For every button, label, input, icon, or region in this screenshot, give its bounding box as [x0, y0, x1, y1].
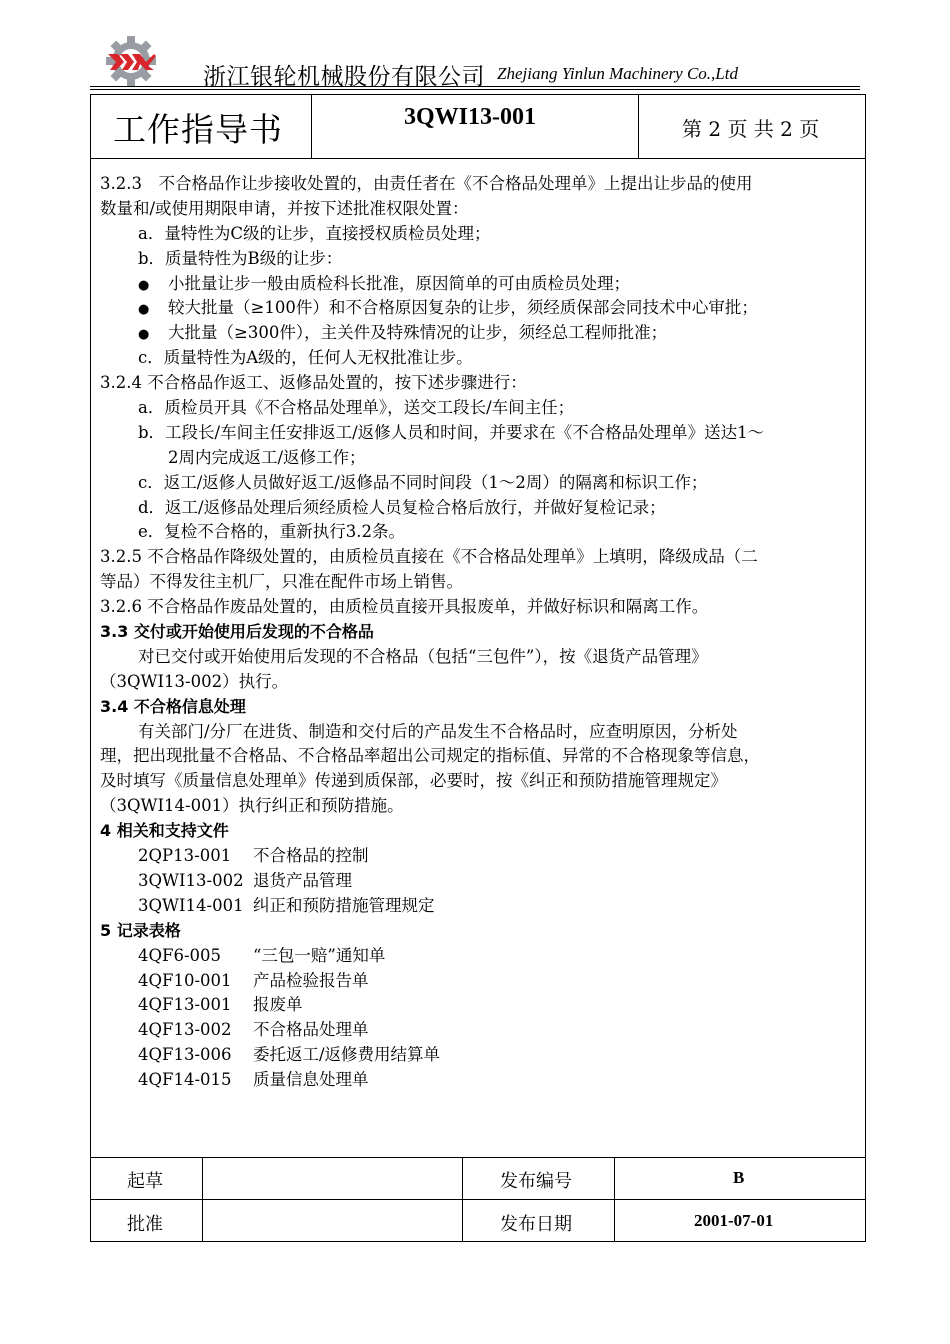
document-type: 工作指导书	[113, 110, 283, 149]
title-col-divider-2	[638, 94, 639, 158]
clause-3-2-3-b: b．质量特性为B级的让步：	[138, 248, 343, 268]
section-3-4-line-3: 及时填写《质量信息处理单》传递到质保部，必要时，按《纠正和预防措施管理规定》	[100, 771, 727, 791]
section-5-title: 5 记录表格	[100, 920, 181, 940]
document-code: 3QWI13-001	[404, 104, 536, 130]
record-list-item: 4QF13-001 报废单	[138, 995, 303, 1015]
record-list-item: 4QF14-015 质量信息处理单	[138, 1070, 369, 1090]
doc-list-item: 2QP13-001 不合格品的控制	[138, 846, 369, 866]
doc-list-item: 3QWI14-001 纠正和预防措施管理规定	[138, 895, 435, 915]
clause-3-2-3-b-bullet-2: ● 较大批量（≥100件）和不合格原因复杂的让步，须经质保部会同技术中心审批；	[100, 296, 860, 321]
clause-3-2-6: 3.2.6 不合格品作废品处置的，由质检员直接开具报废单，并做好标识和隔离工作。	[100, 597, 709, 617]
release-no-value: B	[733, 1168, 745, 1187]
footer-mid-rule	[90, 1199, 866, 1200]
footer-top-rule	[90, 1157, 866, 1158]
section-3-3-title: 3.3 交付或开始使用后发现的不合格品	[100, 622, 374, 642]
bullet-icon: ●	[138, 327, 150, 343]
section-4-title: 4 相关和支持文件	[100, 821, 229, 841]
section-3-4-line-1: 有关部门/分厂在进货、制造和交付后的产品发生不合格品时，应查明原因，分析处	[138, 721, 738, 741]
release-date-label: 发布日期	[500, 1214, 572, 1235]
section-3-3-line-1: 对已交付或开始使用后发现的不合格品（包括“三包件”），按《退货产品管理》	[138, 646, 708, 666]
release-date-value: 2001-07-01	[694, 1211, 774, 1230]
clause-3-2-4-c: c．返工/返修人员做好返工/返修品不同时间段（1～2周）的隔离和标识工作；	[138, 472, 708, 492]
section-3-3-line-2: （3QWI13-002）执行。	[100, 671, 289, 691]
record-list-item: 4QF10-001 产品检验报告单	[138, 970, 369, 990]
approve-label: 批准	[127, 1214, 163, 1235]
header-rule-2	[90, 89, 860, 90]
release-no-label: 发布编号	[500, 1171, 572, 1192]
doc-list-item: 3QWI13-002 退货产品管理	[138, 870, 352, 890]
document-body	[100, 172, 860, 1093]
clause-3-2-4: 3.2.4 不合格品作返工、返修品处置的，按下述步骤进行：	[100, 373, 527, 393]
clause-3-2-4-e: e．复检不合格的，重新执行3.2条。	[138, 522, 406, 542]
clause-3-2-4-a: a．质检员开具《不合格品处理单》，送交工段长/车间主任；	[138, 398, 575, 418]
clause-3-2-4-b-cont: 2周内完成返工/返修工作；	[168, 447, 366, 467]
clause-3-2-3-b-bullet-3: ● 大批量（≥300件），主关件及特殊情况的让步，须经总工程师批准；	[100, 321, 860, 346]
company-name-en: Zhejiang Yinlun Machinery Co.,Ltd	[497, 64, 738, 83]
footer-col-divider-2	[462, 1157, 463, 1242]
bullet-icon: ●	[138, 302, 150, 318]
company-logo	[104, 34, 158, 88]
clause-3-2-4-b: b．工段长/车间主任安排返工/返修人员和时间，并要求在《不合格品处理单》送达1～	[138, 422, 765, 442]
clause-3-2-3-a: a．量特性为C级的让步，直接授权质检员处理；	[138, 223, 491, 243]
bullet-icon: ●	[138, 277, 150, 293]
clause-3-2-3-line-1: 3.2.3 不合格品作让步接收处置的，由责任者在《不合格品处理单》上提出让步品的使用	[100, 174, 753, 193]
record-list-item: 4QF13-002 不合格品处理单	[138, 1020, 369, 1040]
clause-3-2-3-line-2: 数量和/或使用期限申请，并按下述批准权限处置：	[100, 198, 469, 218]
draft-label: 起草	[127, 1171, 163, 1192]
section-3-4-title: 3.4 不合格信息处理	[100, 696, 246, 716]
record-list-item: 4QF6-005 “三包一赔”通知单	[138, 945, 386, 965]
footer-col-divider-1	[202, 1157, 203, 1242]
company-name-cn: 浙江银轮机械股份有限公司	[203, 64, 485, 90]
clause-3-2-3-c: c．质量特性为A级的，任何人无权批准让步。	[138, 348, 473, 368]
header-rule	[90, 86, 860, 87]
record-list-item: 4QF13-006 委托返工/返修费用结算单	[138, 1045, 441, 1065]
page-info: 第 2 页 共 2 页	[682, 117, 820, 141]
clause-3-2-3-b-bullet-1: ● 小批量让步一般由质检科长批准，原因简单的可由质检员处理；	[100, 272, 860, 297]
footer-col-divider-3	[614, 1157, 615, 1242]
clause-3-2-5-line-2: 等品）不得发往主机厂，只准在配件市场上销售。	[100, 572, 463, 592]
clause-3-2-5-line-1: 3.2.5 不合格品作降级处置的，由质检员直接在《不合格品处理单》上填明，降级成品（二	[100, 547, 758, 567]
section-3-4-line-2: 理，把出现批量不合格品、不合格品率超出公司规定的指标值、异常的不合格现象等信息，	[100, 746, 760, 766]
title-row-divider	[90, 158, 866, 159]
section-3-4-line-4: （3QWI14-001）执行纠正和预防措施。	[100, 796, 404, 816]
title-col-divider-1	[311, 94, 312, 158]
clause-3-2-4-d: d．返工/返修品处理后须经质检人员复检合格后放行，并做好复检记录；	[138, 497, 666, 517]
